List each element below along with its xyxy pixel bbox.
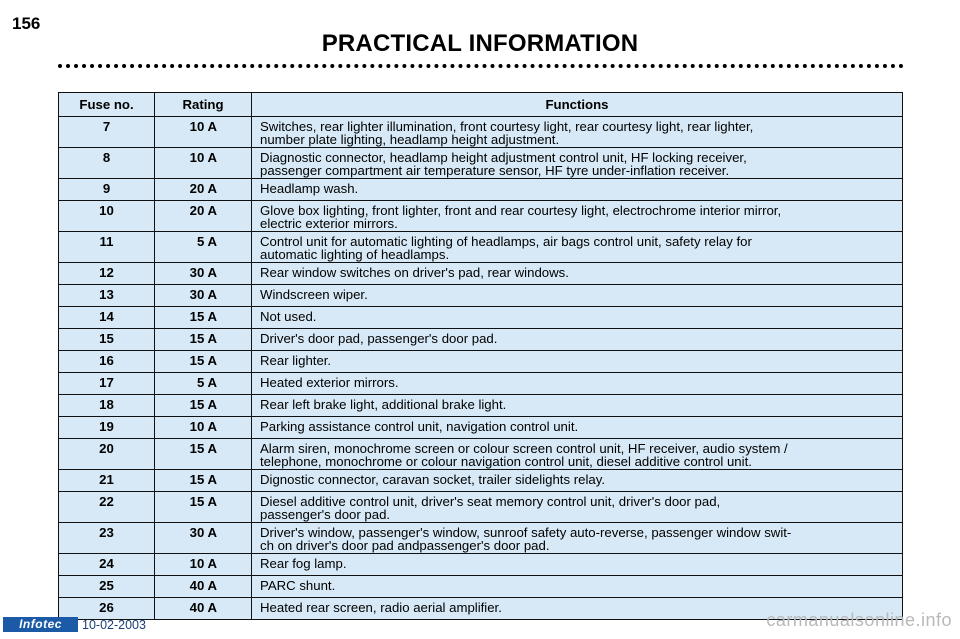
- function-line: Diesel additive control unit, driver's seat memory control unit, driver's door pad,: [260, 494, 721, 509]
- table-row: [59, 201, 903, 232]
- fuse-rating: 20 A: [155, 201, 252, 232]
- fuse-rating: 30 A: [155, 523, 252, 554]
- function-line: Headlamp wash.: [260, 181, 359, 196]
- fuse-number: 7: [59, 117, 155, 148]
- header-rating: Rating: [155, 93, 252, 117]
- fuse-functions: [252, 395, 903, 417]
- fuse-number: 13: [59, 285, 155, 307]
- fuse-rating: 15 A: [155, 395, 252, 417]
- table-row: [59, 492, 903, 523]
- table-row: [59, 285, 903, 307]
- fuse-number: 20: [59, 439, 155, 470]
- fuse-number: 15: [59, 329, 155, 351]
- fuse-rating: 10 A: [155, 148, 252, 179]
- table-row: [59, 439, 903, 470]
- fuse-number: 26: [59, 598, 155, 620]
- footer-date: 10-02-2003: [82, 618, 146, 632]
- table-row: [59, 117, 903, 148]
- function-line: Rear window switches on driver's pad, rear windows.: [260, 265, 569, 280]
- fuse-functions: [252, 307, 903, 329]
- fuse-rating: 30 A: [155, 285, 252, 307]
- function-line: electric exterior mirrors.: [260, 216, 398, 231]
- fuse-rating: 10 A: [155, 554, 252, 576]
- function-line: number plate lighting, headlamp height adjustment.: [260, 132, 560, 147]
- function-line: Alarm siren, monochrome screen or colour screen control unit, HF receiver, audio system /: [260, 441, 788, 456]
- page-number: 156: [12, 14, 41, 33]
- fuse-rating: 20 A: [155, 179, 252, 201]
- fuse-functions: [252, 523, 903, 554]
- fuse-rating: 5 A: [155, 373, 252, 395]
- function-line: Dignostic connector, caravan socket, trailer sidelights relay.: [260, 472, 605, 487]
- fuse-rating: 15 A: [155, 329, 252, 351]
- fuse-rating: 40 A: [155, 576, 252, 598]
- function-line: Glove box lighting, front lighter, front and rear courtesy light, electrochrome interior mirror,: [260, 203, 782, 218]
- table-row: [59, 417, 903, 439]
- function-line: Diagnostic connector, headlamp height adjustment control unit, HF locking receiver,: [260, 150, 747, 165]
- function-line: Not used.: [260, 309, 317, 324]
- table-row: [59, 373, 903, 395]
- fuse-functions: [252, 285, 903, 307]
- page-title: PRACTICAL INFORMATION: [321, 30, 639, 57]
- fuse-functions: [252, 492, 903, 523]
- fuse-number: 8: [59, 148, 155, 179]
- fuse-rating: 30 A: [155, 263, 252, 285]
- fuse-functions: [252, 329, 903, 351]
- function-line: PARC shunt.: [260, 578, 336, 593]
- fuse-table-body: [59, 117, 903, 620]
- fuse-functions: [252, 554, 903, 576]
- fuse-functions: [252, 148, 903, 179]
- function-line: Heated exterior mirrors.: [260, 375, 399, 390]
- table-header-row: [59, 93, 903, 117]
- function-line: Parking assistance control unit, navigation control unit.: [260, 419, 579, 434]
- function-line: Windscreen wiper.: [260, 287, 368, 302]
- watermark-text: carmanualsonline.info: [766, 610, 952, 630]
- function-line: Driver's window, passenger's window, sunroof safety auto-reverse, passenger window swit-: [260, 525, 792, 540]
- table-row: [59, 263, 903, 285]
- fuse-functions: [252, 263, 903, 285]
- fuse-rating: 15 A: [155, 439, 252, 470]
- fuse-number: 10: [59, 201, 155, 232]
- table-row: [59, 395, 903, 417]
- table-row: [59, 329, 903, 351]
- fuse-functions: [252, 117, 903, 148]
- fuse-rating: 10 A: [155, 117, 252, 148]
- fuse-functions: [252, 576, 903, 598]
- function-line: passenger compartment air temperature sensor, HF tyre under-inflation receiver.: [260, 163, 730, 178]
- function-line: Rear left brake light, additional brake light.: [260, 397, 507, 412]
- fuse-number: 14: [59, 307, 155, 329]
- table-row: [59, 523, 903, 554]
- fuse-functions: [252, 417, 903, 439]
- function-line: Rear lighter.: [260, 353, 332, 368]
- fuse-number: 23: [59, 523, 155, 554]
- fuse-table: [58, 92, 903, 620]
- function-line: telephone, monochrome or colour navigation control unit, diesel additive control unit.: [260, 454, 752, 469]
- fuse-number: 24: [59, 554, 155, 576]
- fuse-functions: [252, 351, 903, 373]
- fuse-rating: 15 A: [155, 351, 252, 373]
- table-row: [59, 554, 903, 576]
- fuse-functions: [252, 179, 903, 201]
- function-line: Rear fog lamp.: [260, 556, 347, 571]
- function-line: ch on driver's door pad andpassenger's door pad.: [260, 538, 550, 553]
- fuse-number: 18: [59, 395, 155, 417]
- table-row: [59, 307, 903, 329]
- fuse-rating: 15 A: [155, 470, 252, 492]
- fuse-number: 21: [59, 470, 155, 492]
- table-row: [59, 576, 903, 598]
- fuse-rating: 10 A: [155, 417, 252, 439]
- table-row: [59, 232, 903, 263]
- fuse-rating: 40 A: [155, 598, 252, 620]
- header-fuse-no: Fuse no.: [59, 93, 155, 117]
- fuse-number: 12: [59, 263, 155, 285]
- fuse-rating: 15 A: [155, 307, 252, 329]
- fuse-number: 11: [59, 232, 155, 263]
- function-line: Heated rear screen, radio aerial amplifier.: [260, 600, 502, 615]
- infotec-logo: Infotec: [3, 617, 78, 632]
- fuse-number: 22: [59, 492, 155, 523]
- function-line: passenger's door pad.: [260, 507, 391, 522]
- table-row: [59, 351, 903, 373]
- function-line: Switches, rear lighter illumination, front courtesy light, rear courtesy light, rear lighter,: [260, 119, 754, 134]
- table-row: [59, 148, 903, 179]
- function-line: automatic lighting of headlamps.: [260, 247, 450, 262]
- header-functions: Functions: [252, 93, 903, 117]
- fuse-number: 19: [59, 417, 155, 439]
- fuse-rating: 5 A: [155, 232, 252, 263]
- fuse-rating: 15 A: [155, 492, 252, 523]
- function-line: Driver's door pad, passenger's door pad.: [260, 331, 498, 346]
- fuse-functions: [252, 373, 903, 395]
- fuse-number: 16: [59, 351, 155, 373]
- table-row: [59, 179, 903, 201]
- fuse-number: 17: [59, 373, 155, 395]
- fuse-functions: [252, 232, 903, 263]
- fuse-number: 9: [59, 179, 155, 201]
- fuse-functions: [252, 439, 903, 470]
- fuse-number: 25: [59, 576, 155, 598]
- table-row: [59, 470, 903, 492]
- title-divider: [58, 64, 904, 68]
- function-line: Control unit for automatic lighting of headlamps, air bags control unit, safety relay for: [260, 234, 752, 249]
- fuse-functions: [252, 201, 903, 232]
- fuse-functions: [252, 470, 903, 492]
